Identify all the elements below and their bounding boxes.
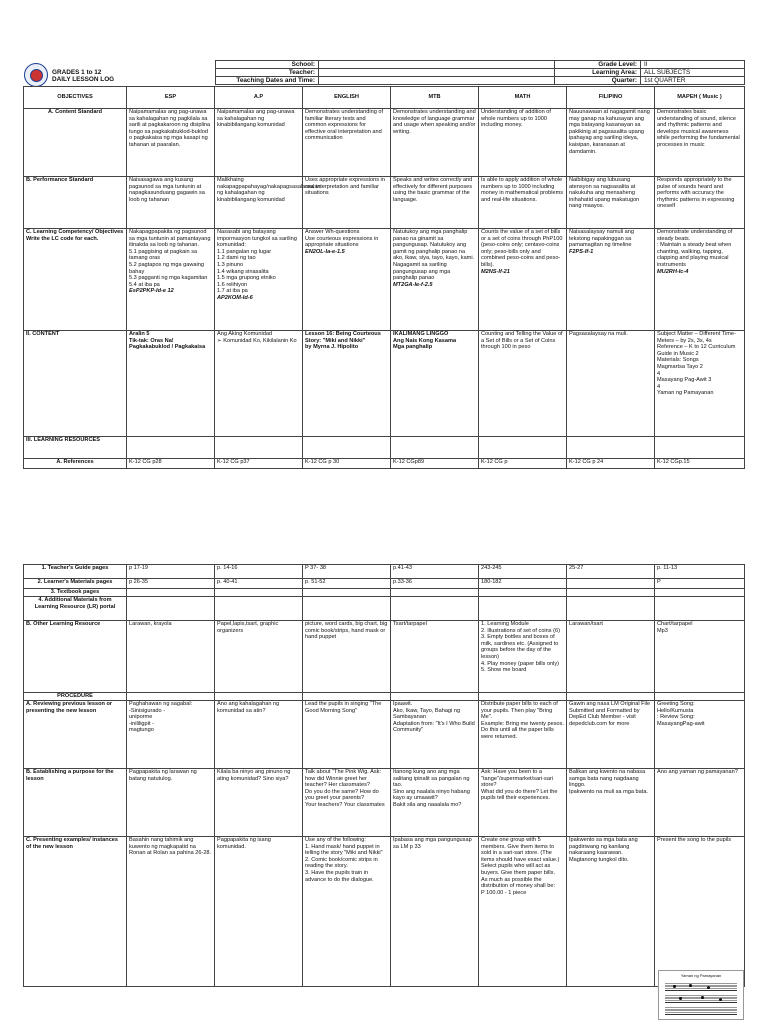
table-cell — [655, 589, 745, 597]
table-cell: p 17-19 — [127, 565, 215, 579]
table-cell: Itanong kung ano ang mga salitang ipinalit sa pangalan ng tao. Sino ang naalala ninyo habang kayo ay umaawit? Bakit sila ang naaalala mo? — [391, 769, 479, 837]
table-cell: p. 11-13 — [655, 565, 745, 579]
table-cell — [303, 437, 391, 459]
deped-seal-icon — [24, 63, 48, 87]
table-row — [24, 693, 745, 701]
table-cell: P — [655, 579, 745, 589]
song-sheet-thumbnail — [658, 970, 744, 1020]
row-label: A. Content Standard — [24, 109, 127, 177]
table-cell — [215, 437, 303, 459]
school-label: School: — [216, 61, 319, 69]
teacher-value — [319, 69, 555, 77]
table-cell: Is able to apply addition of whole numbers up to 1000 including money in mathematical problems and real-life situations. — [479, 177, 567, 229]
table-cell: picture, word cards, big chart, big comic book/strips, hand mask or hand puppet — [303, 621, 391, 693]
music-note-icon — [673, 985, 676, 988]
grade-level-label: Grade Level: — [555, 61, 641, 69]
subject-header: FILIPINO — [567, 87, 655, 109]
table-cell — [655, 597, 745, 621]
row-label: PROCEDURE — [24, 693, 127, 701]
table-cell — [391, 229, 479, 331]
table-cell — [567, 579, 655, 589]
grades-label: GRADES 1 to 12 — [52, 69, 102, 76]
row-label: B. Other Learning Resource — [24, 621, 127, 693]
table-cell — [655, 437, 745, 459]
table-cell: K-12 CG p — [479, 459, 567, 469]
table-cell — [127, 229, 215, 331]
row-label: B. Performance Standard — [24, 177, 127, 229]
table-row — [24, 589, 745, 597]
table-cell: Naibibigay ang lubusang atensyon sa nagsasalita at nakukuha ang mensaheng inihahatid upang makatugon nang maayos. — [567, 177, 655, 229]
table-row — [24, 437, 745, 459]
table-cell — [303, 597, 391, 621]
table-cell: K-12 CG p 24 — [567, 459, 655, 469]
table-cell — [479, 229, 567, 331]
table-cell: Subject Matter – Different Time- Meters – by 2s, 3s, 4s Reference – K to 12 Curriculum Guide in Music 2 Materials: Songs Magmartsa Tayo 2 4 Masayang Pag-Awit 3 4 Yaman ng Pamayanan — [655, 331, 745, 437]
lc-code: AP2KOM-Id-6 — [217, 294, 253, 301]
table-cell: Uses appropriate expressions in oral interpretation and familiar situations — [303, 177, 391, 229]
row-label: 2. Learner's Materials pages — [24, 579, 127, 589]
dates-value — [319, 77, 555, 85]
table-cell: P 37- 38 — [303, 565, 391, 579]
subject-header: A.P — [215, 87, 303, 109]
table-cell: Use any of the following: 1. Hand mask/ hand puppet in telling the story "Miki and Nikki" 2. Comic book/comic strips in reading the story. 3. Have the pupils train in advance to do the dialogue. — [303, 837, 391, 987]
table-row — [24, 565, 745, 579]
row-label: B. Establishing a purpose for the lesson — [24, 769, 127, 837]
competency-text: Nakapagpapakita ng pagsunod sa mga tuntunin at pamantayang itinakda sa loob ng tahanan. 5.1 paggising at pagkain sa tamang oras 5.2 pagtapos ng mga gawaing bahay 5.3 pagganti ng mga kagamitan 5.4 at iba pa — [129, 229, 211, 288]
table-row — [24, 459, 745, 469]
table-cell: Naipamamalas ang pag-unawa sa kahalagahan ng pagkilala sa sarili at pagkakaroon ng disiplina tungo sa pagkakabuklod-buklod o pagkakaisa ng mga kasapi ng tahanan at paaralan. — [127, 109, 215, 177]
competency-text: Counts the value of a set of bills or a set of coins through PhP100 (peso-coins only; centavo-coins only; peso-bills only and combined peso-coins and peso-bills). — [481, 229, 563, 268]
row-label: 1. Teacher's Guide pages — [24, 565, 127, 579]
row-label: C. Learning Competency/ Objectives Write the LC code for each. — [24, 229, 127, 331]
table-row — [24, 177, 745, 229]
table-cell: Kilala ba ninyo ang pinuno ng ating komunidad? Sino siya? — [215, 769, 303, 837]
music-note-icon — [679, 997, 682, 1000]
table-cell: Tsart/tarpapel — [391, 621, 479, 693]
table-cell: Larawan/tsart — [567, 621, 655, 693]
table-cell — [655, 229, 745, 331]
table-cell: Demonstrates understanding and knowledge of language grammar and usage when speaking and/or writing. — [391, 109, 479, 177]
row-label: A. Reviewing previous lesson or presenting the new lesson — [24, 701, 127, 769]
table-cell — [567, 693, 655, 701]
table-cell: Speaks and writes correctly and effectively for different purposes using the basic grammar of the language. — [391, 177, 479, 229]
table-cell: Ano ang yaman ng pamayanan? — [655, 769, 745, 837]
learning-area-value: ALL SUBJECTS — [641, 69, 745, 77]
table-cell — [479, 597, 567, 621]
table-cell: Demonstrates understanding of familiar literary texts and common expressions for effective oral interpretation and communication — [303, 109, 391, 177]
music-note-icon — [707, 986, 710, 989]
table-cell: Create one group with 5 members. Give them items to sold in a sari-sari store. (The items should have exact value.) Select pupils who will act as buyers. Give them paper bills. As much as possible the distribution of money shall be: P 100.00 - 1 piece — [479, 837, 567, 987]
subject-header: ENGLISH — [303, 87, 391, 109]
teacher-label: Teacher: — [216, 69, 319, 77]
table-cell: p. 14-16 — [215, 565, 303, 579]
log-label: DAILY LESSON LOG — [52, 76, 115, 84]
row-label: 3. Textbook pages — [24, 589, 127, 597]
resources-procedure-table — [23, 564, 745, 987]
table-cell: Responds appropriately to the pulse of sounds heard and performs with accuracy the rhythmic patterns in expressing oneself — [655, 177, 745, 229]
table-cell — [479, 437, 567, 459]
table-cell — [127, 693, 215, 701]
competency-text: Natutukoy ang mga panghalip panao na ginamit sa pangungusap. Natutukoy ang gamit ng panghalip panao na ako, ikaw, siya, tayo, kayo, kami. Nagagamit sa sariling pangungusap ang mga panghalip panao — [393, 229, 475, 282]
table-cell: Chart/tarpapel Mp3 — [655, 621, 745, 693]
subject-header-row — [24, 87, 745, 109]
table-cell: Naipamamalas ang pag-unawa sa kahalagahan ng kinabibilangang komunidad — [215, 109, 303, 177]
table-cell: p.33-36 — [391, 579, 479, 589]
competency-text: Nasasabi ang batayang impormasyon tungkol sa sariling komunidad: 1.1 pangalan ng lugar 1.2 dami ng tao 1.3 pinuno 1.4 wikang sinasalita 1.5 mga grupong etniko 1.6 relihiyon 1.7 at iba pa — [217, 229, 297, 295]
table-cell: Demonstrates basic understanding of sound, silence and rhythmic patterns and develops musical awareness while performing the fundamental processes in music — [655, 109, 745, 177]
table-cell: Present the song to the pupils — [655, 837, 745, 987]
table-cell — [127, 589, 215, 597]
music-note-icon — [689, 984, 692, 987]
lc-code: EN2OL-Ia-e-1.5 — [305, 248, 345, 255]
lc-code: MT2GA-Ie-f-2.5 — [393, 281, 433, 288]
music-note-icon — [701, 996, 704, 999]
table-cell — [479, 589, 567, 597]
row-label: 4. Additional Materials from Learning Resource (LR) portal — [24, 597, 127, 621]
learning-area-label: Learning Area: — [555, 69, 641, 77]
table-cell — [303, 589, 391, 597]
table-cell — [303, 693, 391, 701]
table-cell: Pagsasalaysay na muli. — [567, 331, 655, 437]
table-cell: Distribute paper bills to each of your pupils. Then play "Bring Me". Example: Bring me twenty pesos. Do this until all the paper bills were returned. — [479, 701, 567, 769]
music-note-icon — [719, 998, 722, 1001]
table-cell: K-12 CGp89 — [391, 459, 479, 469]
subject-header: MTB — [391, 87, 479, 109]
table-cell: Counting and Telling the Value of a Set of Bills or a Set of Coins through 100 in peso — [479, 331, 567, 437]
table-cell: IKALIMANG LINGGO Ang Nais Kong Kasama Mga panghalip — [391, 331, 479, 437]
table-row — [24, 229, 745, 331]
objectives-table — [23, 86, 745, 469]
table-cell — [215, 589, 303, 597]
table-cell — [567, 597, 655, 621]
school-value — [319, 61, 555, 69]
table-cell: Papel,lapis,tsart, graphic organizers — [215, 621, 303, 693]
row-label: A. References — [24, 459, 127, 469]
table-cell — [391, 589, 479, 597]
competency-text: Answer Wh-questions Use courteous expressions in appropriate situations — [305, 229, 379, 249]
row-label: III. LEARNING RESOURCES — [24, 437, 127, 459]
table-row — [24, 331, 745, 437]
objectives-heading: OBJECTIVES — [24, 87, 127, 109]
table-cell — [479, 693, 567, 701]
table-cell — [303, 229, 391, 331]
subject-header: ESP — [127, 87, 215, 109]
table-cell: Basahin nang tahimik ang kuwento ng magkapatid na Ronan at Rolan sa pahina 26-28. — [127, 837, 215, 987]
row-label: C. Presenting examples/ instances of the new lesson — [24, 837, 127, 987]
table-cell: K-12 CGp.15 — [655, 459, 745, 469]
table-cell — [655, 693, 745, 701]
table-cell: p.41-43 — [391, 565, 479, 579]
table-cell: Understanding of addition of whole numbers up to 1000 including money. — [479, 109, 567, 177]
table-cell: Ipaawit. Ako, Ikaw, Tayo, Bahagi ng Sambayanan Adaptation from: "It's I Who Build Community" — [391, 701, 479, 769]
table-cell: Paghahawan ng sagabal: -Sinisigurado - uniporme -inililigpit - magtungo — [127, 701, 215, 769]
subject-header: MATH — [479, 87, 567, 109]
dates-label: Teaching Dates and Time: — [216, 77, 319, 85]
table-cell: Ano ang kahalagahan ng komunidad sa atin? — [215, 701, 303, 769]
table-cell: p 26-35 — [127, 579, 215, 589]
table-cell — [215, 597, 303, 621]
table-cell: p. 51-52 — [303, 579, 391, 589]
log-title — [52, 69, 114, 84]
table-cell: Pagpapakita ng larawan ng batang natutulog. — [127, 769, 215, 837]
table-cell: 1. Learning Module 2. Illustrations of set of coins (6) 3. Empty bottles and boxes of milk, sardines etc. (Assigned to groups before the day of the lesson) 4. Play money (paper bills only) 5. Show me board — [479, 621, 567, 693]
table-cell: Lesson 16: Being Courteous Story: "Miki and Nikki" by Myrna J. Hipolito — [303, 331, 391, 437]
table-cell: Lead the pupils in singing "The Good Morning Song" — [303, 701, 391, 769]
header-table — [215, 60, 745, 85]
table-cell — [391, 693, 479, 701]
table-cell: Ask: Have you been to a "tange"/supermarket/sari-sari store? What did you do there? Let the pupils tell their experiences. — [479, 769, 567, 837]
table-row — [24, 579, 745, 589]
table-cell: Ipabasa ang mga pangungusap sa LM p 33 — [391, 837, 479, 987]
table-cell: K-12 CG p37 — [215, 459, 303, 469]
table-cell: Aralin 5 Tik-tak: Oras Na! Pagkakabuklod / Pagkakaisa — [127, 331, 215, 437]
competency-text: Naisasalaysay namuli ang tekstong napakinggan sa pamamagitan ng timeline — [569, 229, 634, 249]
table-cell: Larawan, krayola — [127, 621, 215, 693]
table-cell: Ipakwento sa mga bata ang pagdiriwang ng kanilang nakaraang kaarawan. Magtanong tungkol dito. — [567, 837, 655, 987]
table-row — [24, 109, 745, 177]
quarter-label: Quarter: — [555, 77, 641, 85]
table-cell — [127, 597, 215, 621]
table-cell: K-12 CG p28 — [127, 459, 215, 469]
lc-code: EsP2PKP-Id-e 12 — [129, 288, 174, 295]
table-cell: Balikan ang kwento na nabasa samga bata nang nagdaang linggo. Ipakwento na muli sa mga bata. — [567, 769, 655, 837]
grade-level-value: II — [641, 61, 745, 69]
table-cell — [567, 589, 655, 597]
table-cell: K-12 CG p 30 — [303, 459, 391, 469]
table-row — [24, 621, 745, 693]
table-cell — [567, 437, 655, 459]
lc-code: MU2RH-Ic-4 — [657, 268, 689, 275]
table-cell — [215, 693, 303, 701]
competency-text: Demonstrate understanding of steady beats. : Maintain a steady beat when chanting, walking, tapping, clapping and playing musical instruments — [657, 229, 733, 268]
table-cell — [215, 229, 303, 331]
table-cell — [391, 437, 479, 459]
lc-code: F2PS-If-1 — [569, 248, 594, 255]
subject-header: MAPEH ( Music ) — [655, 87, 745, 109]
table-cell: 180-182 — [479, 579, 567, 589]
table-cell: Talk about "The Pink Wig. Ask: how did Winnie greet her teacher? Her classmates? Do you do the same? How do you greet your parents? Your teachers? Your classmates — [303, 769, 391, 837]
song-sheet-title: Yaman ng Pamayanan — [680, 973, 722, 978]
table-cell — [127, 437, 215, 459]
table-row — [24, 701, 745, 769]
lc-code: M2NS-If-21 — [481, 268, 510, 275]
table-cell: Gawin ang nasa LM Original File Submitted and Formatted by DepEd Club Member - visit depedclub.com for more — [567, 701, 655, 769]
table-row — [24, 769, 745, 837]
table-row — [24, 597, 745, 621]
table-cell: Naisasagawa ang kusang pagsunod sa mga tuntunin at napagkasunduang gagawin sa loob ng tahanan — [127, 177, 215, 229]
table-cell: Pagpapakita ng isang komunidad. — [215, 837, 303, 987]
table-row — [24, 837, 745, 987]
staff-line — [665, 1007, 737, 1015]
table-cell: 25-27 — [567, 565, 655, 579]
table-cell: p. 40-41 — [215, 579, 303, 589]
table-cell: 243-245 — [479, 565, 567, 579]
table-cell: Malikhaing nakapagpapahayag/nakapagsasalarawan ng kahalagahan ng kinabibilangang komunidad — [215, 177, 303, 229]
table-cell — [567, 229, 655, 331]
table-cell: Greeting Song: Hello/Kumusta : Review Song: MasayangPag-awit — [655, 701, 745, 769]
table-cell — [391, 597, 479, 621]
quarter-value: 1st QUARTER — [641, 77, 745, 85]
row-label: II. CONTENT — [24, 331, 127, 437]
table-cell: Nauunawaan at nagagamit nang may ganap na kahusayan ang mga batayang kasanayan sa pakikinig at pagsasalita upang ipahayag ang sariling ideya, kaisipan, karanasan at damdamin. — [567, 109, 655, 177]
table-cell: Ang Aking Komunidad ➢ Komunidad Ko, Kikilalanin Ko — [215, 331, 303, 437]
